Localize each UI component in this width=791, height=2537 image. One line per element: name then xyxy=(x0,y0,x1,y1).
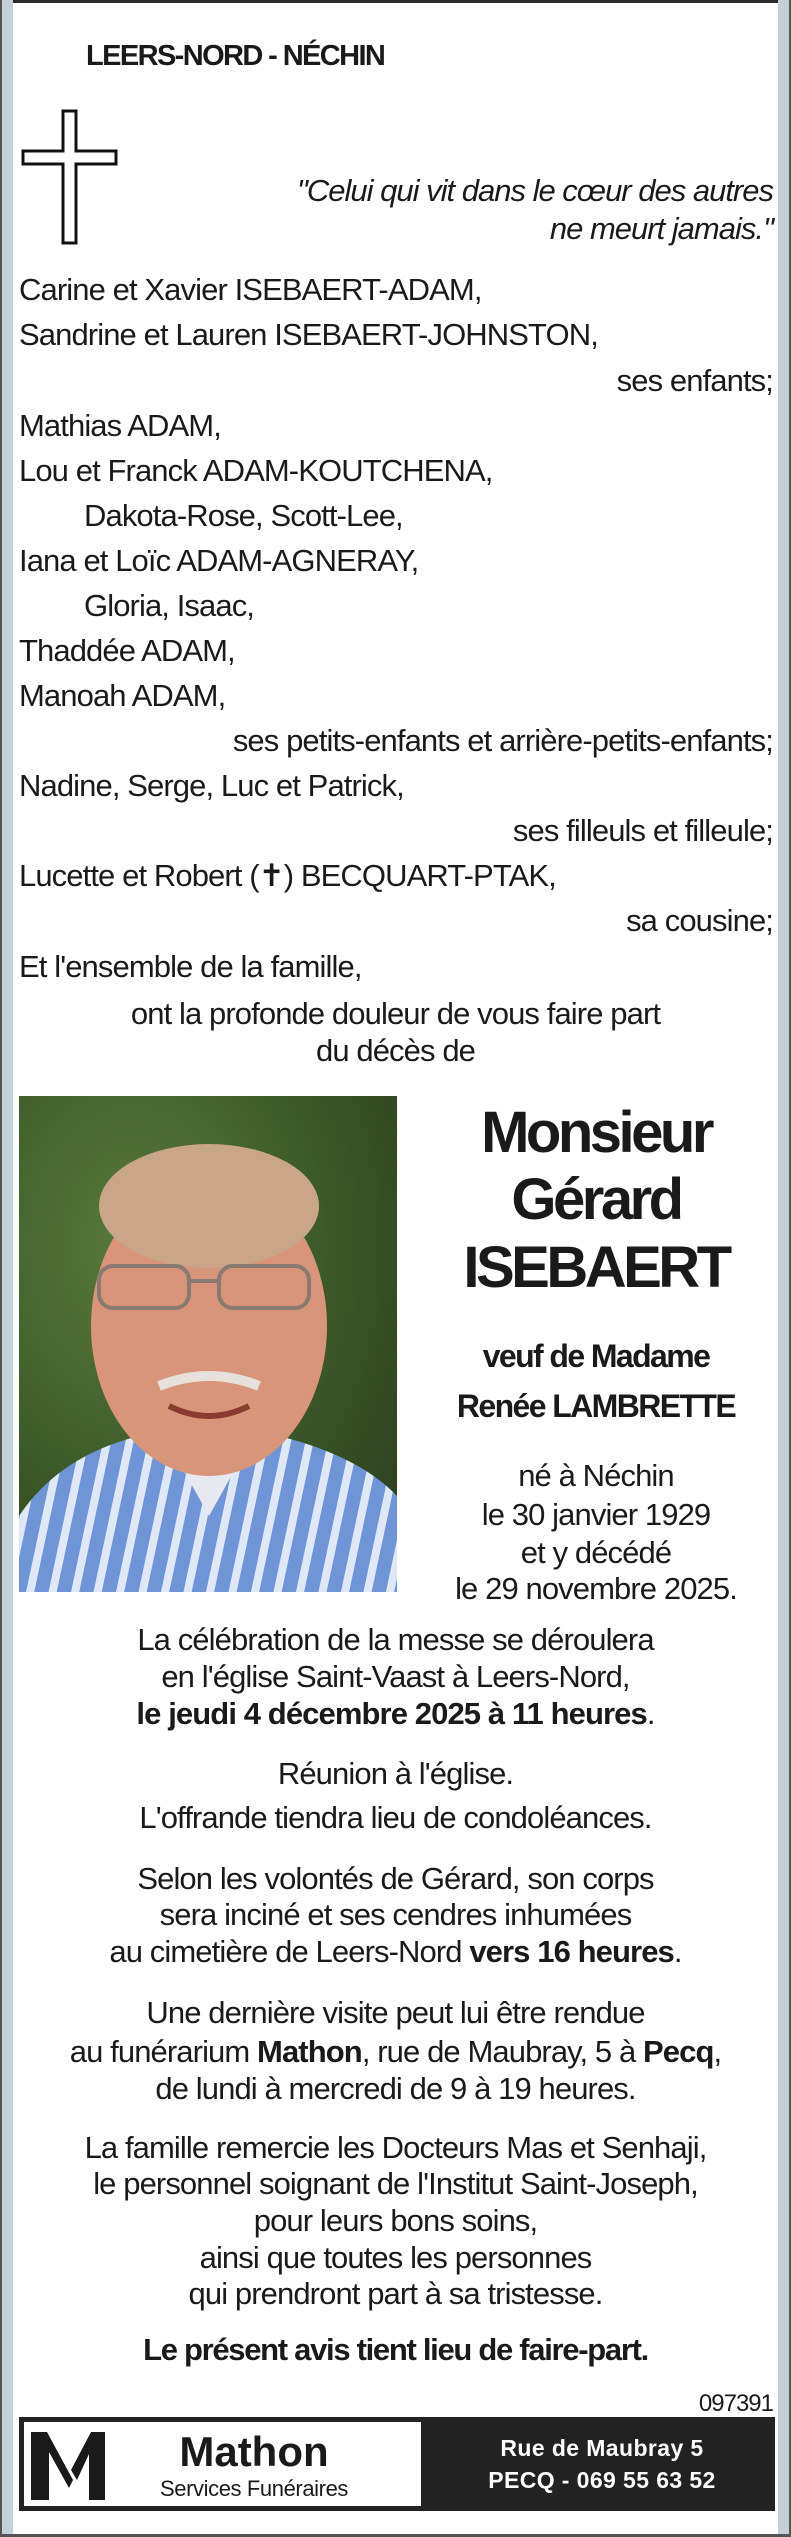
brand-panel xyxy=(24,2422,421,2506)
birth-date: le 30 janvier 1929 xyxy=(481,1497,711,1532)
deceased-last-name: ISEBAERT xyxy=(463,1235,729,1300)
brand-name: Mathon xyxy=(179,2428,329,2475)
address: Rue de Maubray 5 xyxy=(500,2435,704,2461)
ceremony-date xyxy=(0,1694,791,1734)
family-line: Et l'ensemble de la famille, xyxy=(19,949,362,984)
widow-line-1: veuf de Madame xyxy=(482,1338,710,1374)
thanks-line: le personnel soignant de l'Institut Saint-Joseph, xyxy=(93,2166,698,2201)
cross-icon xyxy=(21,109,119,246)
thanks-line: qui prendront part à sa tristesse. xyxy=(188,2276,603,2311)
wishes-line: sera inciné et ses cendres inhumées xyxy=(159,1897,632,1932)
town: Pecq xyxy=(643,2034,714,2069)
wishes-line: Selon les volontés de Gérard, son corps xyxy=(137,1861,654,1896)
death-place: et y décédé xyxy=(520,1535,672,1570)
reference-number: 097391 xyxy=(698,2390,773,2417)
family-line: Iana et Loïc ADAM-AGNERAY, xyxy=(19,543,419,578)
family-line: Thaddée ADAM, xyxy=(19,633,235,668)
visit-line: Une dernière visite peut lui être rendue xyxy=(146,1995,645,2030)
funeral-home-banner xyxy=(19,2417,775,2511)
text: au cimetière de Leers-Nord xyxy=(109,1934,470,1969)
thanks-line: ainsi que toutes les personnes xyxy=(199,2240,592,2275)
text: , rue de Maubray, 5 à xyxy=(361,2034,644,2069)
punct: . xyxy=(646,1696,655,1731)
text: au funérarium xyxy=(69,2034,258,2069)
widow-line-2: Renée LAMBRETTE xyxy=(456,1388,736,1424)
frame-top xyxy=(0,0,791,3)
announcement-line: ont la profonde douleur de vous faire part xyxy=(130,996,661,1031)
notice-line: Le présent avis tient lieu de faire-part. xyxy=(143,2332,648,2367)
family-role: ses enfants; xyxy=(616,363,773,398)
portrait-illustration xyxy=(19,1096,397,1592)
funeral-home: Mathon xyxy=(257,2034,362,2069)
visit-line xyxy=(0,2032,791,2072)
brand-tagline: Services Funéraires xyxy=(159,2476,349,2501)
offering-line: L'offrande tiendra lieu de condoléances. xyxy=(139,1800,652,1835)
family-line: Gloria, Isaac, xyxy=(84,588,255,623)
visit-line: de lundi à mercredi de 9 à 19 heures. xyxy=(155,2071,636,2106)
quote-line-1: "Celui qui vit dans le cœur des autres xyxy=(296,173,773,208)
family-line: Lucette et Robert (✝) BECQUART-PTAK, xyxy=(19,858,556,893)
thanks-line: pour leurs bons soins, xyxy=(253,2203,538,2238)
birth-place: né à Néchin xyxy=(518,1458,674,1493)
quote-line-2: ne meurt jamais." xyxy=(549,211,773,246)
contact: PECQ - 069 55 63 52 xyxy=(488,2467,716,2493)
announcement-line: du décès de xyxy=(315,1033,475,1068)
wishes-line xyxy=(0,1932,791,1972)
thanks-line: La famille remercie les Docteurs Mas et Senhaji, xyxy=(84,2130,707,2165)
burial-time: vers 16 heures xyxy=(469,1934,674,1969)
ceremony-line: en l'église Saint-Vaast à Leers-Nord, xyxy=(161,1659,630,1694)
ceremony-date-bold: le jeudi 4 décembre 2025 à 11 heures xyxy=(136,1696,647,1731)
ceremony-line: La célébration de la messe se déroulera xyxy=(137,1622,654,1657)
mathon-logo-icon xyxy=(29,2430,109,2502)
deceased-title: Monsieur xyxy=(481,1100,711,1165)
family-line: Nadine, Serge, Luc et Patrick, xyxy=(19,768,404,803)
family-role: ses petits-enfants et arrière-petits-enfants; xyxy=(232,723,773,758)
portrait-photo xyxy=(19,1096,397,1592)
death-date: le 29 novembre 2025. xyxy=(455,1571,737,1606)
family-line: Sandrine et Lauren ISEBAERT-JOHNSTON, xyxy=(19,317,598,352)
family-line: Lou et Franck ADAM-KOUTCHENA, xyxy=(19,453,493,488)
punct: . xyxy=(673,1934,682,1969)
deceased-first-name: Gérard xyxy=(511,1167,681,1232)
punct: , xyxy=(713,2034,722,2069)
family-role: sa cousine; xyxy=(626,903,773,938)
family-line: Dakota-Rose, Scott-Lee, xyxy=(84,498,403,533)
family-role: ses filleuls et filleule; xyxy=(512,813,773,848)
family-line: Mathias ADAM, xyxy=(19,408,221,443)
location-header: LEERS-NORD - NÉCHIN xyxy=(86,40,385,72)
family-line: Carine et Xavier ISEBAERT-ADAM, xyxy=(19,272,482,307)
family-line: Manoah ADAM, xyxy=(19,678,226,713)
meeting-line: Réunion à l'église. xyxy=(277,1756,514,1791)
